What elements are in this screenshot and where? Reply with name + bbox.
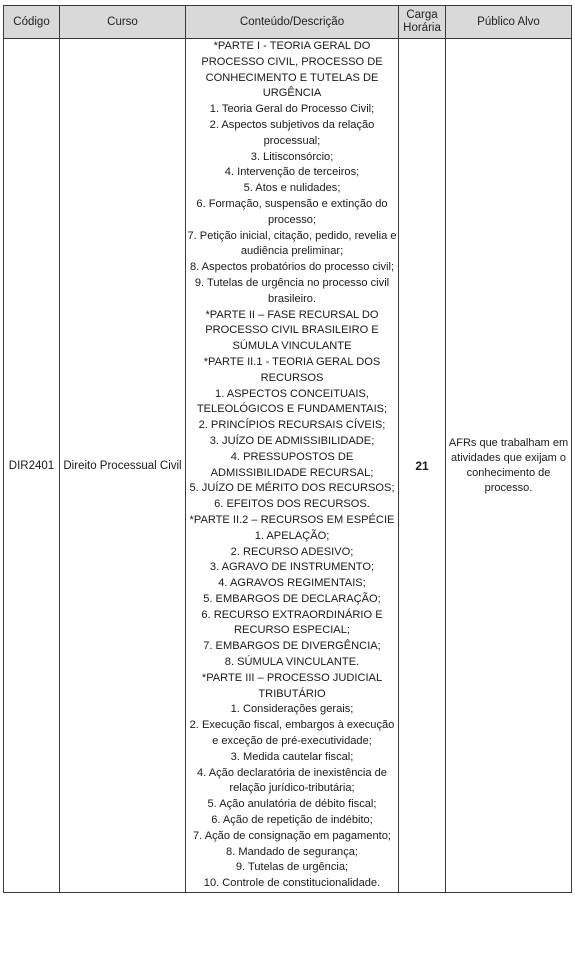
header-load: [399, 6, 446, 39]
content-line: 6. Ação de repetição de indébito;: [211, 814, 373, 827]
content-line: 8. Mandado de segurança;: [226, 845, 358, 858]
content-line: 6. EFEITOS DOS RECURSOS.: [214, 498, 370, 511]
cell-audience: AFRs que trabalham em atividades que exijam o conhecimento de processo.: [446, 39, 572, 893]
table-row: [4, 39, 572, 893]
table-header-row: [4, 6, 572, 39]
content-line: 7. Ação de consignação em pagamento;: [193, 829, 391, 842]
content-line: 1. Teoria Geral do Processo Civil;: [209, 103, 375, 116]
content-line: 3. Medida cautelar fiscal;: [230, 750, 354, 763]
course-table: [3, 5, 572, 893]
content-line: 9. Tutelas de urgência;: [235, 861, 349, 874]
content-line: *PARTE III – PROCESSO JUDICIAL TRIBUTÁRIO: [201, 671, 383, 700]
header-content: Conteúdo/Descrição: [186, 6, 399, 39]
cell-load: 21: [399, 39, 446, 893]
content-line: 8. Aspectos probatórios do processo civil;: [189, 261, 395, 274]
content-line: *PARTE I - TEORIA GERAL DO PROCESSO CIVIL, PROCESSO DE CONHECIMENTO E TUTELAS DE URGÊNCIA: [201, 40, 383, 100]
header-code: Código: [4, 6, 60, 39]
content-line: 5. JUÍZO DE MÉRITO DOS RECURSOS;: [189, 482, 395, 495]
content-line: 10. Controle de constitucionalidade.: [203, 877, 381, 890]
content-line: 2. Execução fiscal, embargos à execução e exceção de pré-executividade;: [189, 719, 395, 748]
content-line: 8. SÚMULA VINCULANTE.: [224, 656, 360, 669]
content-line: 5. EMBARGOS DE DECLARAÇÃO;: [203, 592, 381, 605]
content-line: 4. AGRAVOS REGIMENTAIS;: [218, 577, 366, 590]
content-line: 2. RECURSO ADESIVO;: [230, 545, 354, 558]
content-line: 5. Atos e nulidades;: [243, 182, 341, 195]
content-line: 1. APELAÇÃO;: [254, 529, 330, 542]
content-line: 3. Litisconsórcio;: [250, 150, 334, 163]
content-line: 1. ASPECTOS CONCEITUAIS, TELEOLÓGICOS E FUNDAMENTAIS;: [196, 387, 388, 416]
content-line: 2. Aspectos subjetivos da relação processual;: [209, 118, 375, 147]
header-audience: Público Alvo: [446, 6, 572, 39]
content-list: [186, 39, 398, 892]
content-line: 7. EMBARGOS DE DIVERGÊNCIA;: [203, 640, 381, 653]
content-line: 4. Ação declaratória de inexistência de relação jurídico-tributária;: [197, 766, 387, 795]
content-line: 6. RECURSO EXTRAORDINÁRIO E RECURSO ESPECIAL;: [201, 608, 383, 637]
content-line: 3. JUÍZO DE ADMISSIBILIDADE;: [209, 434, 375, 447]
content-line: 6. Formação, suspensão e extinção do processo;: [196, 197, 388, 226]
content-line: 4. PRESSUPOSTOS DE ADMISSIBILIDADE RECURSAL;: [210, 450, 374, 479]
content-line: 5. Ação anulatória de débito fiscal;: [207, 798, 377, 811]
cell-content: [186, 39, 399, 893]
content-line: 1. Considerações gerais;: [230, 703, 354, 716]
cell-code: DIR2401: [4, 39, 60, 893]
cell-course: Direito Processual Civil: [60, 39, 186, 893]
header-course: Curso: [60, 6, 186, 39]
content-line: 2. PRINCÍPIOS RECURSAIS CÍVEIS;: [198, 419, 386, 432]
content-line: *PARTE II – FASE RECURSAL DO PROCESSO CIVIL BRASILEIRO E SÚMULA VINCULANTE: [205, 308, 379, 353]
content-line: 7. Petição inicial, citação, pedido, revelia e audiência preliminar;: [187, 229, 397, 258]
content-line: *PARTE II.2 – RECURSOS EM ESPÉCIE: [189, 513, 395, 526]
content-line: 9. Tutelas de urgência no processo civil brasileiro.: [194, 276, 390, 305]
header-load-line2: Horária: [403, 22, 441, 34]
content-line: *PARTE II.1 - TEORIA GERAL DOS RECURSOS: [203, 355, 381, 384]
content-line: 4. Intervenção de terceiros;: [224, 166, 360, 179]
header-load-line1: Carga: [406, 9, 438, 21]
content-line: 3. AGRAVO DE INSTRUMENTO;: [209, 561, 375, 574]
